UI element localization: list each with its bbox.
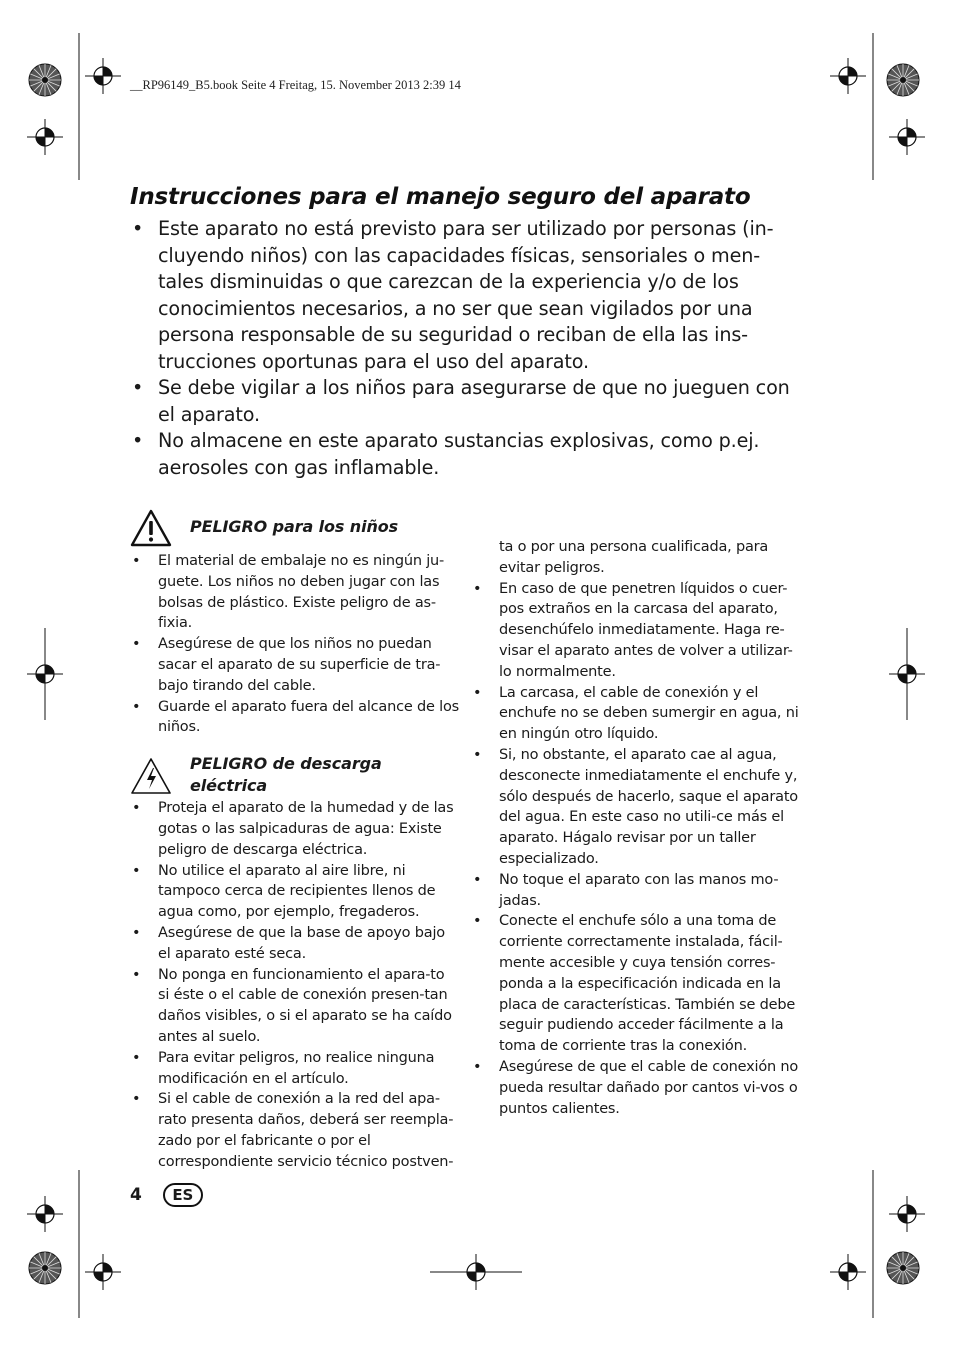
list-item: • El material de embalaje no es ningún ju-guete. Los niños no deben jugar con las bolsas de plástico. Existe peligro de as-fixia. [130,551,460,634]
exclamation-warning-icon [130,509,172,547]
page-number: 4 [130,1185,142,1205]
list-item: • En caso de que penetren líquidos o cuer-pos extraños en la carcasa del aparato, desenchúfelo inmediatamente. Haga re-visar el aparato antes de volver a utilizar-lo normalmente. [471,579,801,683]
list-item: • Asegúrese de que el cable de conexión no pueda resultar dañado por cantos vi-vos o puntos calientes. [471,1057,801,1119]
list-item: • No utilice el aparato al aire libre, ni tampoco cerca de recipientes llenos de agua como, por ejemplo, fregaderos. [130,861,460,923]
left-column [130,509,460,1173]
electric-warning-header [130,753,460,797]
safety-bullet: • Se debe vigilar a los niños para asegurarse de que no jueguen con el aparato. [130,375,800,428]
list-item: • Si el cable de conexión a la red del apa-rato presenta daños, deberá ser reempla-zado por el fabricante o por el correspondiente servicio técnico postven- [130,1089,460,1172]
safety-bullet: • No almacene en este aparato sustancias explosivas, como p.ej. aerosoles con gas inflamable. [130,428,800,481]
list-item: • Guarde el aparato fuera del alcance de los niños. [130,697,460,739]
electric-warning-section [130,753,460,1172]
lightning-warning-icon [130,757,172,795]
electric-warning-list-right [471,579,801,1120]
list-item: • Si, no obstante, el aparato cae al agua, desconecte inmediatamente el enchufe y, sólo después de hacerlo, saque el aparato del agua. En este caso no utili-ce más el aparato. Hágalo revisar por un taller especializado. [471,745,801,870]
list-item: • Asegúrese de que la base de apoyo bajo el aparato esté seca. [130,923,460,965]
list-item: • No toque el aparato con las manos mo-jadas. [471,870,801,912]
language-badge: ES [163,1183,203,1207]
list-item: • Conecte el enchufe sólo a una toma de corriente correctamente instalada, fácil-mente accesible y cuya tensión corres-ponda a la especificación indicada en la placa de características. También se debe seguir pudiendo acceder fácilmente a la toma de corriente tras la conexión. [471,911,801,1057]
safety-bullet: • Este aparato no está previsto para ser utilizado por personas (in-cluyendo niños) con las capacidades físicas, sensoriales o men-tales disminuidas o que carezcan de la experiencia y/o de los conocimientos necesarios, a no ser que sean vigilados por una persona responsable de su seguridad o reciban de ella las ins-trucciones oportunas para el uso del aparato. [130,216,800,375]
electric-warning-list-left [130,798,460,1172]
children-warning-header [130,509,460,547]
list-item: • La carcasa, el cable de conexión y el enchufe no se deben sumergir en agua, ni en ningún otro líquido. [471,683,801,745]
continued-item-text: ta o por una persona cualificada, para evitar peligros. [499,539,769,576]
list-item: • No ponga en funcionamiento el apara-to si éste o el cable de conexión presen-tan daños visibles, o si el aparato se ha caído antes al suelo. [130,965,460,1048]
children-warning-list [130,551,460,738]
page-footer [130,1183,203,1207]
list-item: • Asegúrese de que los niños no puedan sacar el aparato de su superficie de tra-bajo tirando del cable. [130,634,460,696]
right-column [471,537,801,1119]
section-title: Instrucciones para el manejo seguro del aparato [130,184,751,210]
list-item: • Para evitar peligros, no realice ninguna modificación en el artículo. [130,1048,460,1090]
list-item: • Proteja el aparato de la humedad y de las gotas o las salpicaduras de agua: Existe peligro de descarga eléctrica. [130,798,460,860]
print-meta-line: __RP96149_B5.book Seite 4 Freitag, 15. November 2013 2:39 14 [130,78,461,92]
safety-bullet-list [130,216,800,481]
electric-warning-title: PELIGRO de descarga eléctrica [190,754,382,796]
children-warning-title: PELIGRO para los niños [190,517,399,536]
